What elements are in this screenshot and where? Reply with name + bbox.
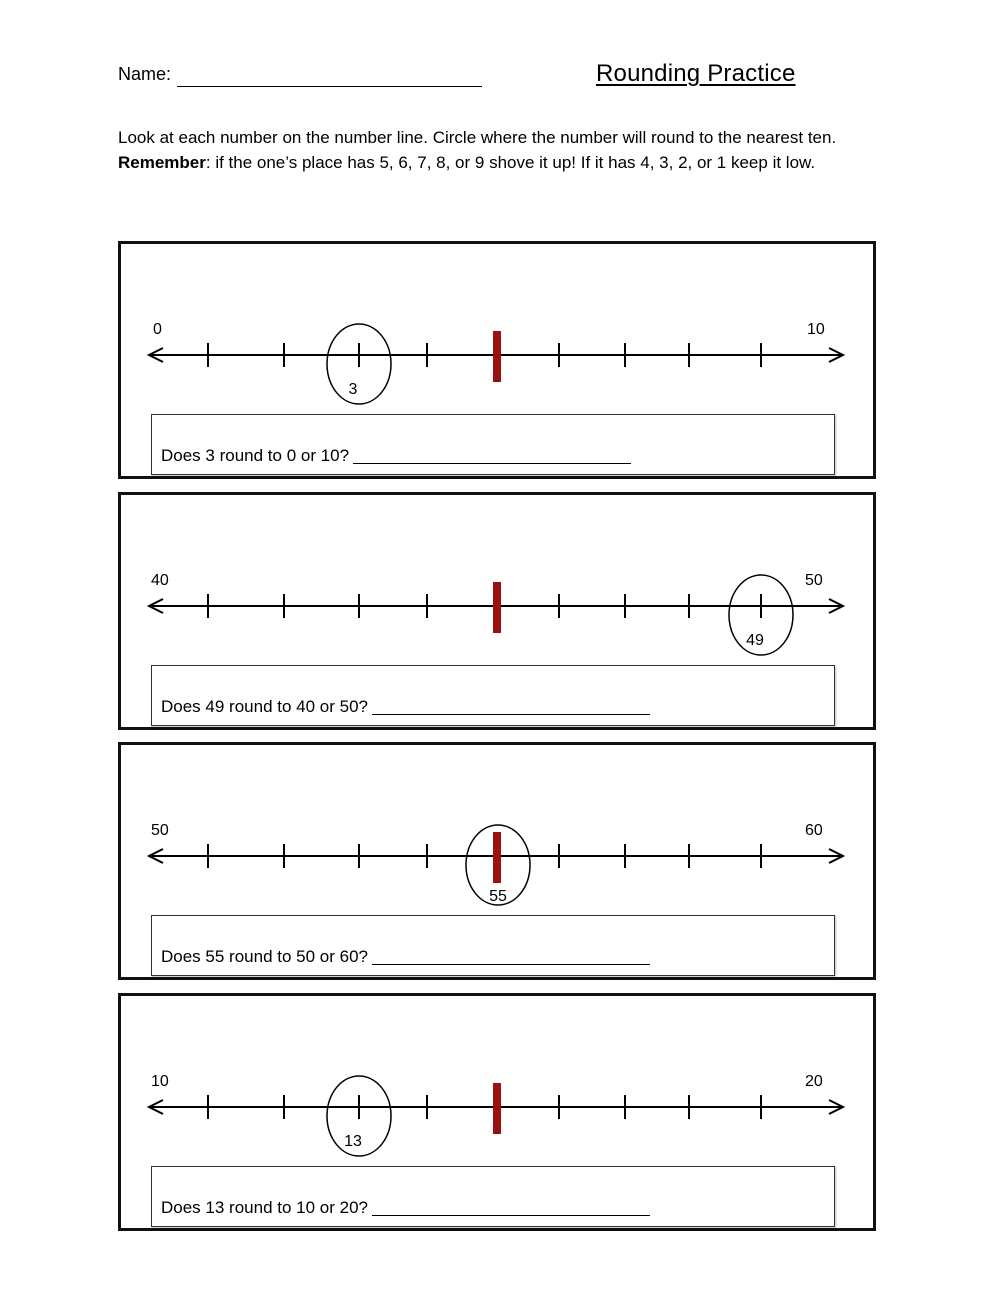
start-label: 50 bbox=[151, 822, 169, 839]
number-label: 13 bbox=[344, 1133, 362, 1150]
midpoint-marker bbox=[493, 331, 501, 382]
start-label: 40 bbox=[151, 572, 169, 589]
answer-box bbox=[151, 665, 835, 726]
end-label: 60 bbox=[805, 822, 823, 839]
midpoint-marker bbox=[493, 832, 501, 883]
problem-1 bbox=[118, 241, 876, 479]
question-text bbox=[161, 446, 631, 466]
answer-blank[interactable] bbox=[372, 1215, 650, 1216]
start-label: 0 bbox=[153, 321, 162, 338]
answer-blank[interactable] bbox=[372, 714, 650, 715]
answer-blank[interactable] bbox=[353, 463, 631, 464]
question-text bbox=[161, 1198, 650, 1218]
end-label: 10 bbox=[807, 321, 825, 338]
question-label: Does 13 round to 10 or 20? bbox=[161, 1198, 368, 1217]
page-title: Rounding Practice bbox=[596, 60, 796, 87]
answer-box bbox=[151, 915, 835, 976]
question-label: Does 55 round to 50 or 60? bbox=[161, 947, 368, 966]
question-label: Does 49 round to 40 or 50? bbox=[161, 697, 368, 716]
name-blank-line[interactable] bbox=[177, 86, 482, 87]
remember-text bbox=[118, 150, 868, 175]
instructions bbox=[118, 125, 868, 175]
midpoint-marker bbox=[493, 1083, 501, 1134]
question-label: Does 3 round to 0 or 10? bbox=[161, 446, 350, 465]
problem-4 bbox=[118, 993, 876, 1231]
question-text bbox=[161, 947, 650, 967]
problem-2 bbox=[118, 492, 876, 730]
number-label: 49 bbox=[746, 632, 764, 649]
number-label: 3 bbox=[348, 381, 358, 398]
problem-3 bbox=[118, 742, 876, 980]
remember-label: Remember bbox=[118, 153, 206, 172]
instructions-text: Look at each number on the number line. Circle where the number will round to the nearest ten. bbox=[118, 128, 837, 147]
remember-rule: : if the one’s place has 5, 6, 7, 8, or 9 shove it up! If it has 4, 3, 2, or 1 keep it low. bbox=[205, 153, 816, 172]
start-label: 10 bbox=[151, 1073, 169, 1090]
question-text bbox=[161, 697, 650, 717]
name-label: Name: bbox=[118, 64, 172, 84]
midpoint-marker bbox=[493, 582, 501, 633]
answer-box bbox=[151, 414, 835, 475]
end-label: 50 bbox=[805, 572, 823, 589]
end-label: 20 bbox=[805, 1073, 823, 1090]
number-label: 55 bbox=[489, 888, 507, 905]
answer-blank[interactable] bbox=[372, 964, 650, 965]
answer-box bbox=[151, 1166, 835, 1227]
